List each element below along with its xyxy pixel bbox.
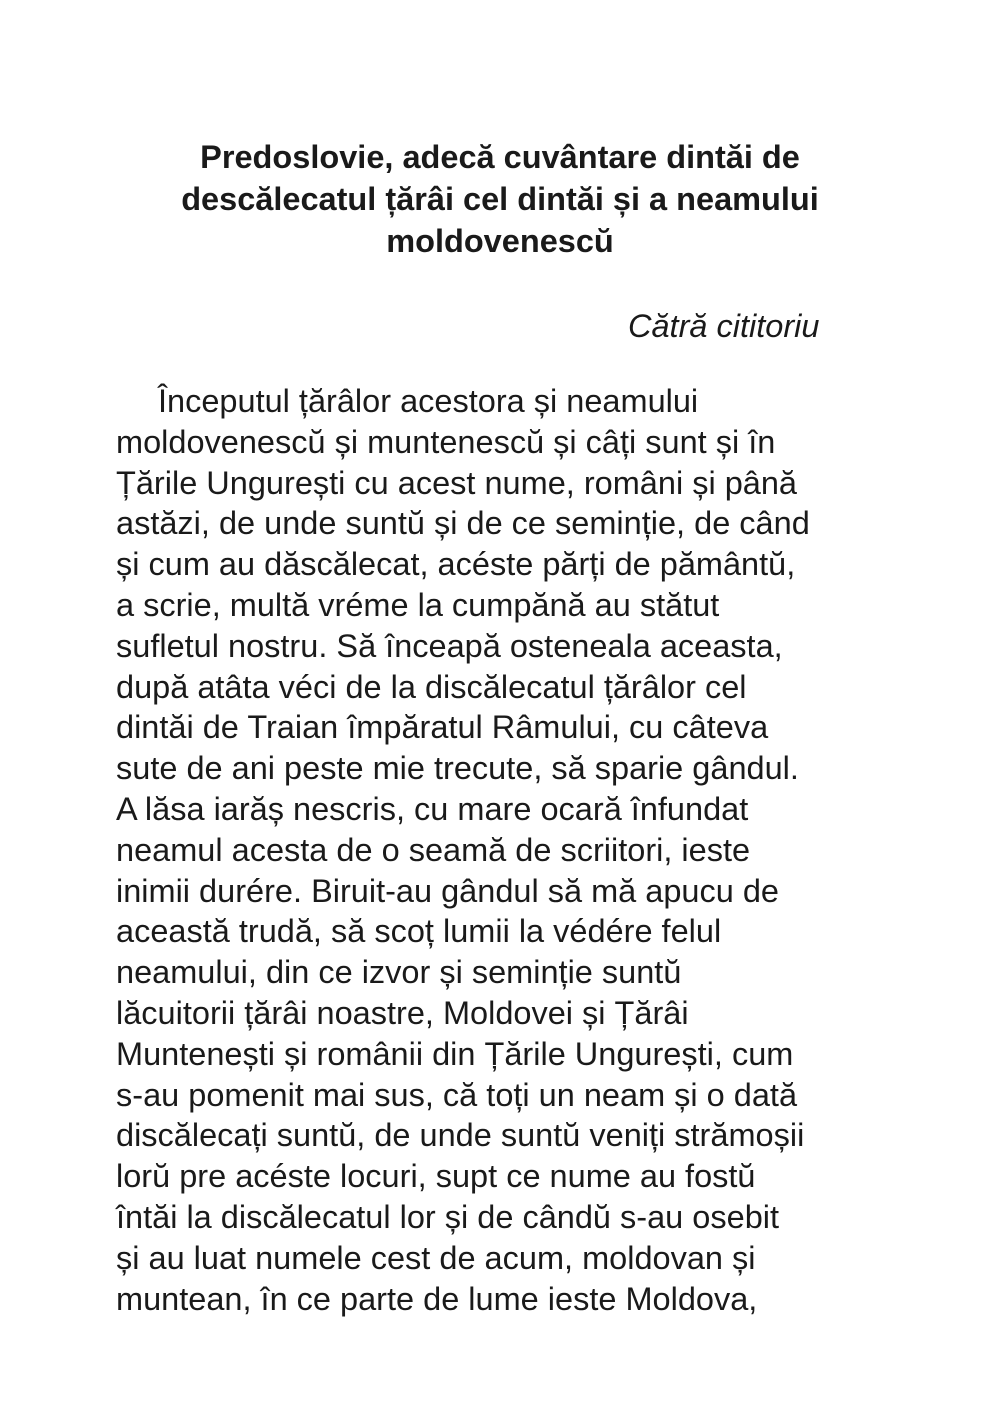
body-line: discălecați suntŭ, de unde suntŭ veniți strămoșii [116,1117,805,1154]
title-line: descălecatul țărâi cel dintăi și a neamului [181,181,819,217]
title-line: Predoslovie, adecă cuvântare dintăi de [200,139,800,175]
title-line: moldovenescŭ [386,223,614,259]
body-line: după atâta véci de la discălecatul țărâlor cel [116,668,747,705]
document-body [116,381,916,1319]
body-line: lorŭ pre acéste locuri, supt ce nume au fostŭ [116,1158,756,1195]
body-line: astăzi, de unde suntŭ și de ce seminție, de când [116,505,810,542]
body-line: această trudă, să scoț lumii la védére felul [116,913,722,950]
body-line: întăi la discălecatul lor și de cândŭ s-au osebit [116,1198,780,1235]
body-line: moldovenescŭ și muntenescŭ și câți sunt și în [116,423,776,460]
body-line: Începutul țărâlor acestora și neamului [158,383,699,419]
body-line: sufletul nostru. Să înceapă osteneala aceasta, [116,627,783,664]
body-line: sute de ani peste mie trecute, să sparie gândul. [116,750,799,787]
body-line: a scrie, multă vréme la cumpănă au stătut [116,586,720,623]
body-line: A lăsa iarăș nescris, cu mare ocară înfundat [116,790,749,827]
body-line: dintăi de Traian împăratul Râmului, cu câteva [116,709,769,746]
body-line: neamul acesta de o seamă de scriitori, ieste [116,831,751,868]
body-line: lăcuitorii țărâi noastre, Moldovei și Țărâi [116,994,689,1031]
body-line: și au luat numele cest de acum, moldovan și [116,1239,756,1276]
body-line: Muntenești și românii din Țările Ungurești, cum [116,1035,794,1072]
body-line: Țările Ungurești cu acest nume, români și până [116,464,798,501]
body-line: s-au pomenit mai sus, că toți un neam și o dată [116,1076,798,1113]
document-subtitle: Cătră cititoriu [628,308,820,344]
body-line: inimii durére. Biruit-au gândul să mă apucu de [116,872,779,909]
document-title [100,136,900,262]
body-line: muntean, în ce parte de lume ieste Moldova, [116,1280,758,1317]
body-line: neamului, din ce izvor și seminție suntŭ [116,954,682,991]
body-line: și cum au dăscălecat, acéste părți de pământŭ, [116,546,796,583]
